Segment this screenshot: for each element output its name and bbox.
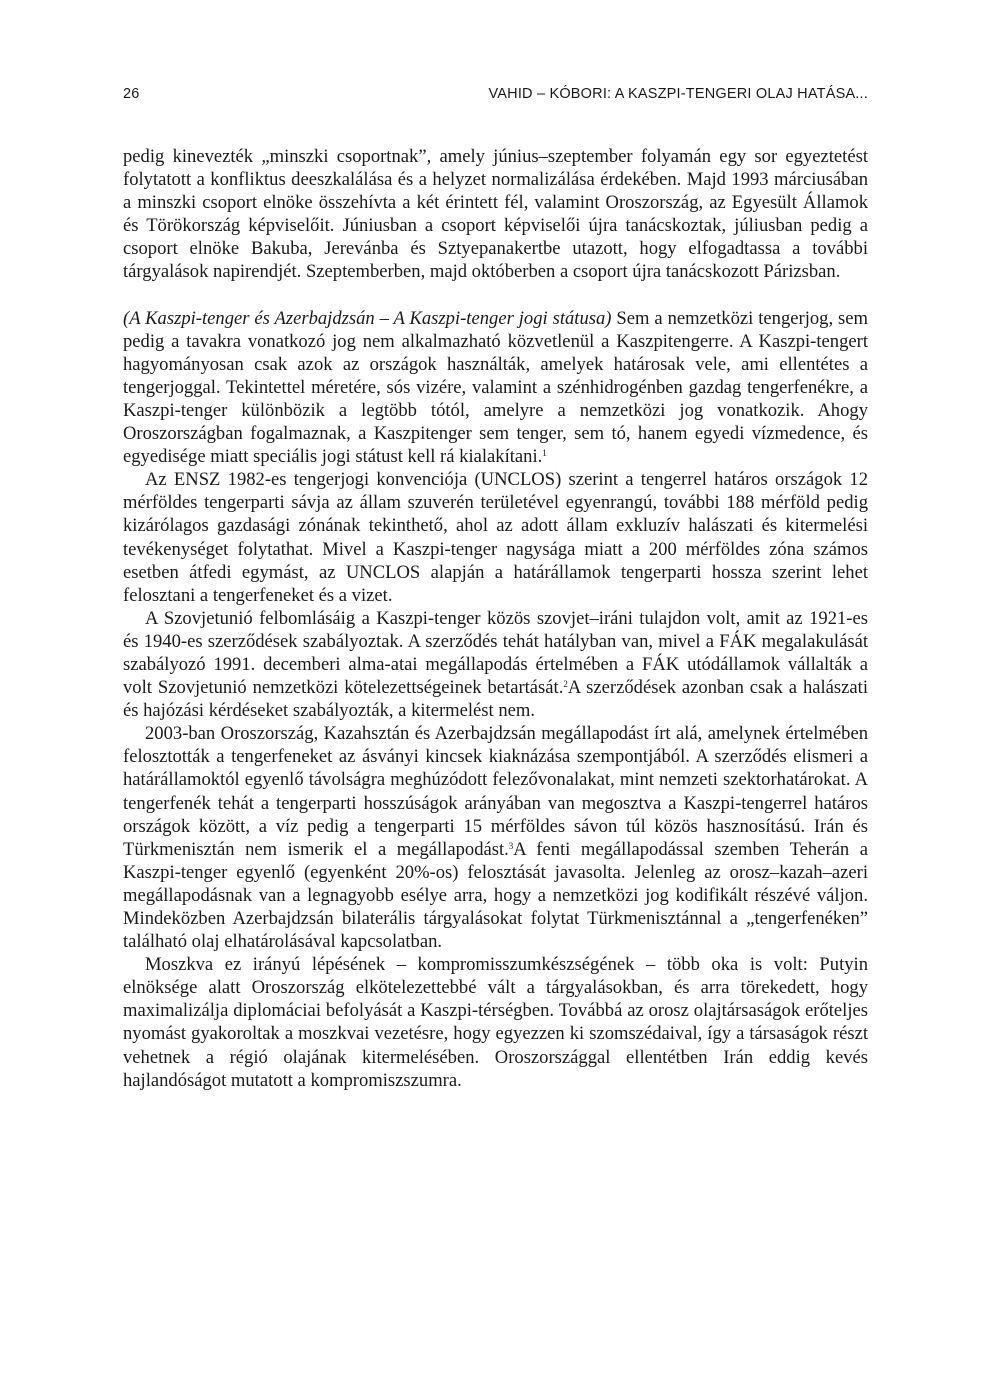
footnote-ref[interactable]: 3 <box>508 840 514 851</box>
page-header <box>123 86 868 108</box>
section-heading: (A Kaszpi-tenger és Azerbajdzsán – A Kaszpi-tenger jogi státusa) <box>123 307 612 329</box>
page-number: 26 <box>123 86 140 102</box>
footnote-ref[interactable]: 2 <box>563 679 568 690</box>
running-title: VAHID – KÓBORI: A KASZPI-TENGERI OLAJ HATÁSA... <box>488 86 868 102</box>
paragraph-text: Sem a nemzetközi tengerjog, sem pedig a tavakra vonatkozó jog nem alkalmazható közvetlenül a Kaszpitengerre. A Kaszpi-tengert hagyományosan csak azok az országok használták, amelyek határosak vele, ami ellentétes a tengerjoggal. Tekintettel méretére, sós vizére, valamint a szénhidrogénben gazdag tengerfenékre, a Kaszpi-tenger különbözik a legtöbb tótól, amelyre a nemzetközi jog vonatkozik. Ahogy Oroszországban fogalmaznak, a Kaszpitenger sem tenger, sem tó, hanem egyedi vízmedence, és egyedisége miatt speciális jogi státust kell rá kialakítani. <box>123 307 868 468</box>
paragraph-5 <box>123 722 868 953</box>
paragraph-2 <box>123 307 868 469</box>
paragraph-text: pedig kinevezték „minszki csoportnak”, amely június–szeptember folyamán egy sor egyeztetést folytatott a konfliktus deeszkalálása és a helyzet normalizálása érdekében. Majd 1993 márciusában a minszki csoport elnöke összehívta a két érintett fél, valamint Oroszország, az Egyesült Államok és Törökország képviselőit. Júniusban a csoport képviselői újra tanácskoztak, júliusban pedig a csoport elnöke Bakuba, Jerevánba és Sztyepanakertbe utazott, hogy elfogadtassa a további tárgyalások napirendjét. Szeptemberben, majd októberben a csoport újra tanácskozott Párizsban. <box>123 146 868 283</box>
paragraph-text-cont: A szerződések azonban csak a halászati és hajózási kérdéseket szabályozták, a kitermelést nem. <box>123 677 868 722</box>
footnote-ref[interactable]: 1 <box>542 448 547 459</box>
paragraph-text-cont: A fenti megállapodással szemben Teherán a Kaszpi-tenger egyenlő (egyenként 20%-os) felosztását javasolta. Jelenleg az orosz–kazah–azeri megállapodásnak van a legnagyobb esélye arra, hogy a nemzetközi jog kodifikált részévé váljon. Mindeközben Azerbajdzsán bilaterális tárgyalásokat folytat Türkmenisztánnal a „tengerfenéken” található olaj elhatárolásával kapcsolatban. <box>123 838 868 953</box>
article-body <box>123 145 868 1092</box>
paragraph-3 <box>123 468 868 607</box>
paragraph-6 <box>123 953 868 1092</box>
paragraph-4 <box>123 607 868 722</box>
paragraph-text: Az ENSZ 1982-es tengerjogi konvenciója (UNCLOS) szerint a tengerrel határos országok 12 mérföldes tengerparti sávja az állam szuverén területével egyenrangú, további 188 mérföld pedig kizárólagos gazdasági zónának tekinthető, ahol az adott állam exkluzív halászati és kitermelési tevékenységet folytathat. Mivel a Kaszpi-tenger nagysága miatt a 200 mérföldes zóna számos esetben átfedi egymást, az UNCLOS alapján a határállamok tengerparti hossza szerint lehet felosztani a tengerfeneket és a vizet. <box>123 469 868 606</box>
paragraph-text: 2003-ban Oroszország, Kazahsztán és Azerbajdzsán megállapodást írt alá, amelynek értelmében felosztották a tengerfeneket az ásványi kincsek kiaknázása szempontjából. A szerződés elismeri a határállamoktól egyenlő távolságra meghúzódott felezővonalakat, mint nemzeti szektorhatárokat. A tengerfenék tehát a tengerparti hosszúságok arányában van megosztva a Kaszpi-tengerrel határos országok között, a víz pedig a tengerparti 15 mérföldes sávon túl közös hasznosítású. Irán és Türkmenisztán nem ismerik el a megállapodást. <box>123 723 868 860</box>
paragraph-text: A Szovjetunió felbomlásáig a Kaszpi-tenger közös szovjet–iráni tulajdon volt, amit az 1921-es és 1940-es szerződések szabályoztak. A szerződés tehát hatályban van, mivel a FÁK megalakulását szabályozó 1991. decemberi alma-atai megállapodás értelmében a FÁK utódállamok vállalták a volt Szovjetunió nemzetközi kötelezettségeinek betartását. <box>123 607 868 699</box>
paragraph-1 <box>123 145 868 284</box>
paragraph-text: Moszkva ez irányú lépésének – kompromisszumkészségének – több oka is volt: Putyin elnöksége alatt Oroszország elkötelezettebbé vált a tárgyalásokban, és arra törekedett, hogy maximalizálja diplomáciai befolyását a Kaszpi-térségben. Továbbá az orosz olajtársaságok erőteljes nyomást gyakoroltak a moszkvai vezetésre, hogy egyezzen ki szomszédaival, így a társaságok részt vehetnek a régió olajának kitermelésében. Oroszországgal ellentétben Irán eddig kevés hajlandóságot mutatott a kompromiszszumra. <box>123 954 868 1091</box>
